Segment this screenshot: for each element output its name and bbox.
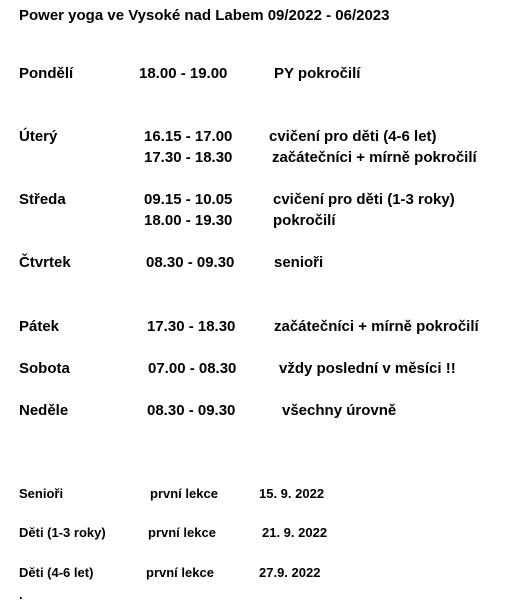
first-lesson-group: Děti (1-3 roky) [19, 525, 106, 540]
trailing-mark: . [19, 587, 23, 602]
day-thursday: Čtvrtek [19, 254, 71, 271]
class-wednesday-1: cvičení pro děti (1-3 roky) [273, 191, 455, 208]
first-lesson-date: 27.9. 2022 [259, 565, 321, 580]
first-lesson-date: 21. 9. 2022 [262, 525, 328, 540]
time-wednesday-2: 18.00 - 19.30 [144, 212, 233, 229]
class-tuesday-2: začátečníci + mírně pokročilí [272, 149, 477, 166]
class-thursday-1: senioři [274, 254, 324, 271]
day-saturday: Sobota [19, 360, 70, 377]
time-tuesday-1: 16.15 - 17.00 [144, 128, 233, 145]
day-tuesday: Úterý [19, 128, 58, 145]
first-lesson-date: 15. 9. 2022 [259, 486, 325, 501]
time-wednesday-1: 09.15 - 10.05 [144, 191, 233, 208]
first-lesson-label: první lekce [148, 525, 216, 540]
day-monday: Pondělí [19, 65, 74, 82]
first-lesson-group: Děti (4-6 let) [19, 565, 94, 580]
first-lesson-label: první lekce [146, 565, 214, 580]
class-friday-1: začátečníci + mírně pokročilí [274, 318, 479, 335]
class-saturday-1: vždy poslední v měsíci !! [279, 360, 456, 377]
class-monday-1: PY pokročilí [274, 65, 361, 82]
first-lesson-group: Senioři [19, 486, 64, 501]
class-tuesday-1: cvičení pro děti (4-6 let) [269, 128, 437, 145]
first-lesson-label: první lekce [150, 486, 218, 501]
time-tuesday-2: 17.30 - 18.30 [144, 149, 233, 166]
time-thursday-1: 08.30 - 09.30 [146, 254, 235, 271]
day-sunday: Neděle [19, 402, 69, 419]
class-wednesday-2: pokročilí [273, 212, 336, 229]
page-title: Power yoga ve Vysoké nad Labem 09/2022 - 06/2023 [19, 7, 390, 24]
time-monday-1: 18.00 - 19.00 [139, 65, 228, 82]
class-sunday-1: všechny úrovně [282, 402, 397, 419]
time-saturday-1: 07.00 - 08.30 [148, 360, 237, 377]
time-sunday-1: 08.30 - 09.30 [147, 402, 236, 419]
time-friday-1: 17.30 - 18.30 [147, 318, 236, 335]
day-friday: Pátek [19, 318, 60, 335]
day-wednesday: Středa [19, 191, 66, 208]
